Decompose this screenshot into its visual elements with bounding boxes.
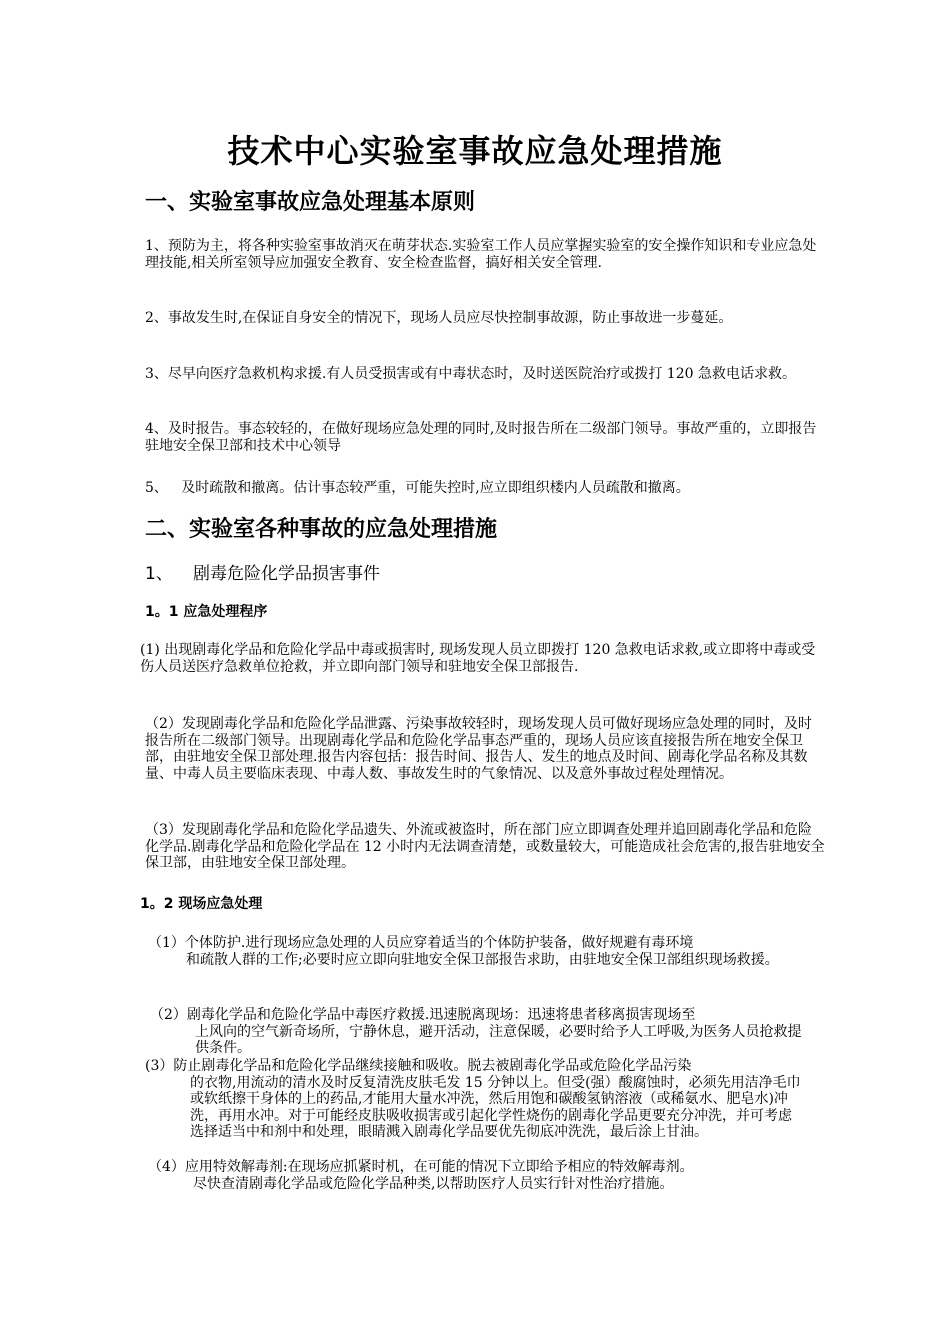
- onsite-item-1: [148, 935, 828, 968]
- procedure-item-1: (1) 出现剧毒化学品和危险化学品中毒或损害时, 现场发现人员立即拨打 120 急救电话求救,或立即将中毒或受伤人员送医疗急救单位抢救，并立即向部门领导和驻地安全保卫部报告.: [140, 642, 816, 675]
- subsection-1-heading: [145, 563, 380, 585]
- onsite-item-4-lead: （4）应用特效解毒剂:在现场应抓紧时机，在可能的情况下立即给予相应的特效解毒剂。: [148, 1159, 694, 1175]
- onsite-item-4: [148, 1159, 833, 1192]
- onsite-item-3-rest: 的衣物,用流动的清水及时反复清洗皮肤毛发 15 分钟以上。但受(强）酸腐蚀时，必须先用洁净毛巾或软纸擦干身体的上的药品,才能用大量水冲洗，然后用饱和碳酸氢钠溶液（或稀氨水、肥皂水)冲洗，再用水冲。对于可能经皮肤吸收损害或引起化学性烧伤的剧毒化学品更要充分冲洗，并可考虑选择适当中和剂中和处理，眼睛溅入剧毒化学品要优先彻底冲洗洗，最后涂上甘油。: [190, 1074, 801, 1140]
- onsite-item-1-rest: 和疏散人群的工作;必要时应立即向驻地安全保卫部报告求助，由驻地安全保卫部组织现场救援。: [186, 951, 779, 968]
- principle-4: 4、及时报告。事态较轻的，在做好现场应急处理的同时,及时报告所在二级部门领导。事故严重的，立即报告驻地安全保卫部和技术中心领导: [145, 421, 817, 454]
- onsite-item-2-rest: 上风向的空气新奇场所，宁静休息，避开活动，注意保暖，必要时给予人工呼吸,为医务人员抢救提供条件。: [195, 1023, 802, 1056]
- principle-3: 3、尽早向医疗急救机构求援.有人员受损害或有中毒状态时，及时送医院治疗或拨打 120 急救电话求救。: [145, 366, 796, 382]
- document-title: 技术中心实验室事故应急处理措施: [227, 132, 723, 170]
- onsite-item-3: [145, 1058, 830, 1141]
- onsite-item-2: [150, 1007, 830, 1057]
- subsection-1-1-heading: 1。1 应急处理程序: [145, 604, 268, 620]
- onsite-item-3-lead: (3）防止剧毒化学品和危险化学品继续接触和吸收。脱去被剧毒化学品或危险化学品污染: [145, 1058, 692, 1074]
- section-1-heading: 一、实验室事故应急处理基本原则: [145, 190, 476, 215]
- principle-2: 2、事故发生时,在保证自身安全的情况下，现场人员应尽快控制事故源，防止事故进一步蔓延。: [145, 310, 733, 326]
- onsite-item-4-rest: 尽快查清剧毒化学品或危险化学品种类,以帮助医疗人员实行针对性治疗措施。: [193, 1175, 674, 1192]
- onsite-item-2-lead: （2）剧毒化学品和危险化学品中毒医疗救援.迅速脱离现场：迅速将患者移离损害现场至: [150, 1007, 696, 1023]
- onsite-item-1-lead: （1）个体防护.进行现场应急处理的人员应穿着适当的个体防护装备，做好规避有毒环境: [148, 935, 694, 951]
- procedure-item-3: （3）发现剧毒化学品和危险化学品遗失、外流或被盗时，所在部门应立即调查处理并追回剧毒化学品和危险化学品.剧毒化学品和危险化学品在 12 小时内无法调查清楚，或数量较大，可能造成社会危害的,报告驻地安全保卫部，由驻地安全保卫部处理。: [145, 822, 825, 871]
- subsection-1-number: 1、: [145, 564, 173, 584]
- principle-1: 1、预防为主，将各种实验室事故消灭在萌芽状态.实验室工作人员应掌握实验室的安全操作知识和专业应急处理技能,相关所室领导应加强安全教育、安全检查监督，搞好相关安全管理.: [145, 238, 817, 271]
- subsection-1-title: 剧毒危险化学品损害事件: [193, 564, 380, 584]
- subsection-1-2-heading: 1。2 现场应急处理: [140, 896, 263, 912]
- section-2-heading: 二、实验室各种事故的应急处理措施: [145, 517, 498, 542]
- procedure-item-2: （2）发现剧毒化学品和危险化学品泄露、污染事故较轻时，现场发现人员可做好现场应急处理的同时，及时报告所在二级部门领导。出现剧毒化学品和危险化学品事态严重的，现场人员应该直接报告所在地安全保卫部，由驻地安全保卫部处理.报告内容包括：报告时间、报告人、发生的地点及时间、剧毒化学品名称及其数量、中毒人员主要临床表现、中毒人数、事故发生时的气象情况、以及意外事故过程处理情况。: [145, 716, 812, 782]
- principle-5: 5、 及时疏散和撤离。估计事态较严重，可能失控时,应立即组织楼内人员疏散和撤离。: [145, 480, 690, 496]
